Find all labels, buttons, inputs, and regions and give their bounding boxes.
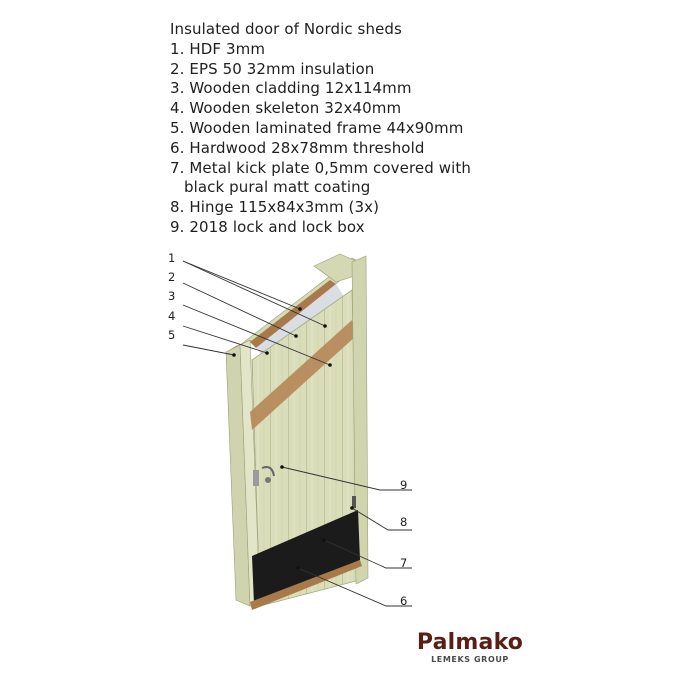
- spec-item: 7. Metal kick plate 0,5mm covered with: [170, 158, 471, 177]
- callout-3: 3: [168, 289, 176, 303]
- callout-9: 9: [400, 478, 408, 492]
- callout-4: 4: [168, 309, 176, 323]
- spec-item: 3. Wooden cladding 12x114mm: [170, 79, 412, 98]
- callout-1: 1: [168, 251, 176, 265]
- logo-sub: LEMEKS GROUP: [431, 655, 509, 664]
- spec-item: 8. Hinge 115x84x3mm (3x): [170, 198, 380, 217]
- callout-2: 2: [168, 270, 176, 284]
- callout-8: 8: [400, 515, 408, 529]
- palmako-logo: [405, 630, 535, 664]
- hinge: [352, 496, 356, 508]
- spec-item-continuation: black pural matt coating: [184, 178, 371, 197]
- callout-6: 6: [400, 594, 408, 608]
- spec-title: Insulated door of Nordic sheds: [170, 20, 402, 38]
- spec-item: 2. EPS 50 32mm insulation: [170, 59, 375, 78]
- spec-item: 5. Wooden laminated frame 44x90mm: [170, 118, 464, 137]
- spec-item: 9. 2018 lock and lock box: [170, 217, 365, 236]
- callout-7: 7: [400, 556, 408, 570]
- spec-item: 1. HDF 3mm: [170, 39, 266, 58]
- spec-item: 6. Hardwood 28x78mm threshold: [170, 138, 425, 157]
- logo-brand: Palmako: [416, 630, 524, 655]
- callout-5: 5: [168, 328, 176, 342]
- spec-item: 4. Wooden skeleton 32x40mm: [170, 99, 402, 118]
